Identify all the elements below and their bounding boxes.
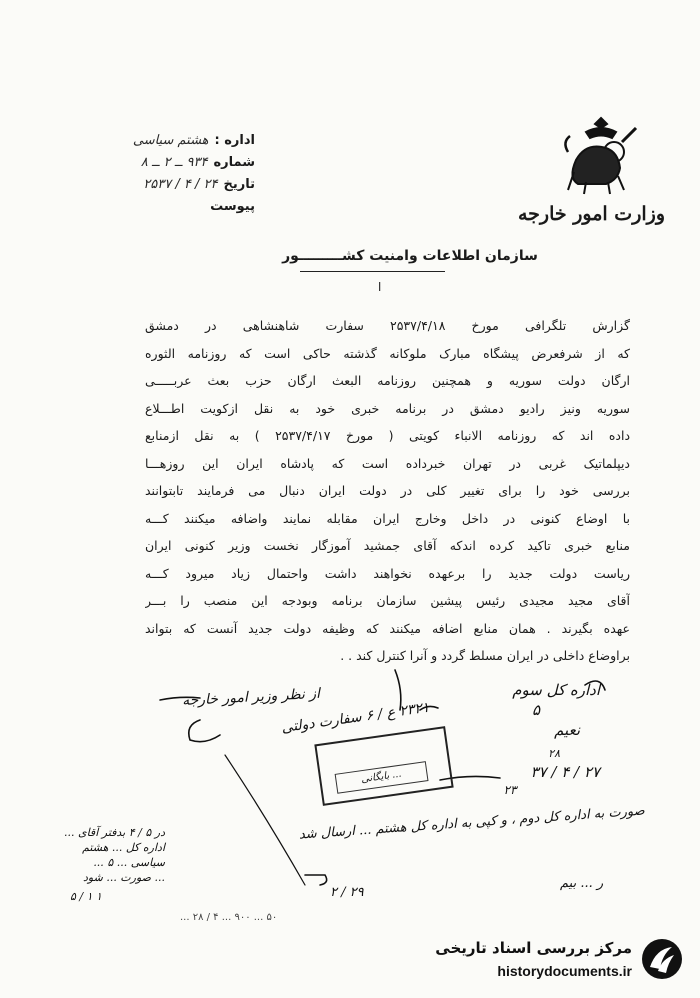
- note-distribution: صورت به اداره کل دوم ، و کپی به اداره کل هشتم ... ارسال شد: [298, 803, 646, 843]
- body-line: منابع خبری تاکید کرده اندکه آقای جمشید آموزگار نخست وزیر کنونی ایران: [145, 538, 630, 553]
- note-line: ... صورت ... شود: [83, 871, 165, 884]
- archive-stamp: [314, 726, 453, 806]
- note-reference: ۲۳۲۱ ع / ۶ سفارت دولتی: [280, 699, 431, 737]
- note-date: [500, 745, 600, 781]
- body-line: آقای مجید مجیدی رئیس پیشین سازمان برنامه وبودجه این منصب را بـــر: [145, 593, 630, 608]
- recipient-heading: سازمان اطلاعات وامنیت کشـــــــــور: [282, 248, 538, 264]
- meta-value: ۲۴ / ۴ / ۲۵۳۷: [143, 177, 218, 192]
- note-line: نعیم: [554, 721, 580, 739]
- meta-label: تاریخ: [223, 177, 255, 192]
- note-line: اداره کل ... هشتم: [82, 841, 165, 854]
- heading-mark: ا: [378, 280, 382, 294]
- note-minister: از نظر وزیر امور خارجه: [181, 685, 321, 710]
- note-number: ۲ / ۲۹: [330, 885, 364, 900]
- body-line: ارگان دولت سوریه و همچنین روزنامه البعث ارگان حزب بعث عربـــــی: [145, 373, 630, 388]
- note-line: اداره کل سوم: [512, 681, 600, 699]
- body-line: سوریه ونیز رادیو دمشق در برنامه خبری خود به نقل ازکویت اطـــلاع: [145, 400, 630, 416]
- lion-and-sun-emblem-icon: [556, 112, 646, 202]
- document-meta: [120, 130, 255, 218]
- archive-name: مرکز بررسی اسناد تاریخی: [435, 939, 632, 957]
- body-line: داده اند که روزنامه الانباء کویتی ( مورخ ۲۵۳۷/۴/۱۷ ) به نقل ازمنابع: [145, 428, 630, 443]
- body-line: براوضاع داخلی در ایران مسلط گردد و آنرا کنترل کند . .: [340, 648, 630, 663]
- meta-row-date: [120, 174, 255, 196]
- note-office-routing: [470, 680, 600, 740]
- meta-label: پیوست: [210, 199, 255, 214]
- note-margin: [55, 825, 165, 885]
- body-line: بررسی خود را برای تغییر کلی در دولت ایران دنبال می فرمایند تابتوانند: [145, 483, 630, 498]
- meta-value: هشتم سیاسی: [132, 133, 209, 148]
- note-line: ۲۷ / ۴ / ۳۷: [530, 763, 600, 781]
- meta-row-office: [120, 130, 255, 152]
- body-line: با اوضاع کنونی در داخل وخارج ایران مقابله نمایند واضافه میکنند کـــه: [145, 510, 630, 526]
- bottom-scan-text: ... ۲۸ / ۴ ... ۹۰۰ ... ۵۰: [180, 912, 278, 923]
- body-line: ریاست دولت جدید را برعهده نخواهند داشت واحتمال زیاد میرود کـــه: [145, 565, 630, 581]
- note-line: ۲۸: [548, 747, 560, 760]
- note-line: سیاسی ... ۵ ...: [93, 856, 165, 869]
- body-line: که از شرفعرض پیشگاه مبارک ملوکانه گذشته حاکی است که روزنامه الثوره: [145, 345, 630, 361]
- meta-label: شماره: [213, 155, 255, 170]
- source-watermark: [380, 935, 690, 990]
- letter-body: [145, 312, 630, 670]
- body-line: عهده بگیرند . همان منابع اضافه میکنند که وظیفه دولت جدید آنست که بتواند: [145, 620, 630, 636]
- note-line: در ۵ / ۴ بدفتر آقای ...: [63, 826, 165, 839]
- archive-logo-icon: [640, 937, 684, 981]
- ministry-name: وزارت امور خارجه: [517, 203, 665, 225]
- body-line: گزارش تلگرافی مورخ ۲۵۳۷/۴/۱۸ سفارت شاهنشاهی در دمشق: [145, 318, 630, 333]
- meta-row-number: [120, 152, 255, 174]
- note-signature: ر ... بیم: [560, 876, 604, 891]
- note-ref-number: ۵ / ۱ ۱: [70, 890, 102, 903]
- meta-label: اداره :: [214, 133, 255, 148]
- note-section: ۲۳: [503, 783, 517, 797]
- meta-value: ۹۳۴ ــ ۲ ــ ۸: [140, 155, 208, 170]
- body-line: دیپلماتیک غربی در تهران خبرداده است که پادشاه ایران این روزهـــا: [145, 455, 630, 471]
- heading-underline: [300, 271, 445, 272]
- note-line: ۵: [531, 701, 540, 719]
- meta-row-attachment: [120, 196, 255, 218]
- stamp-text: بایگانی ...: [335, 761, 429, 794]
- archive-url[interactable]: historydocuments.ir: [497, 963, 632, 979]
